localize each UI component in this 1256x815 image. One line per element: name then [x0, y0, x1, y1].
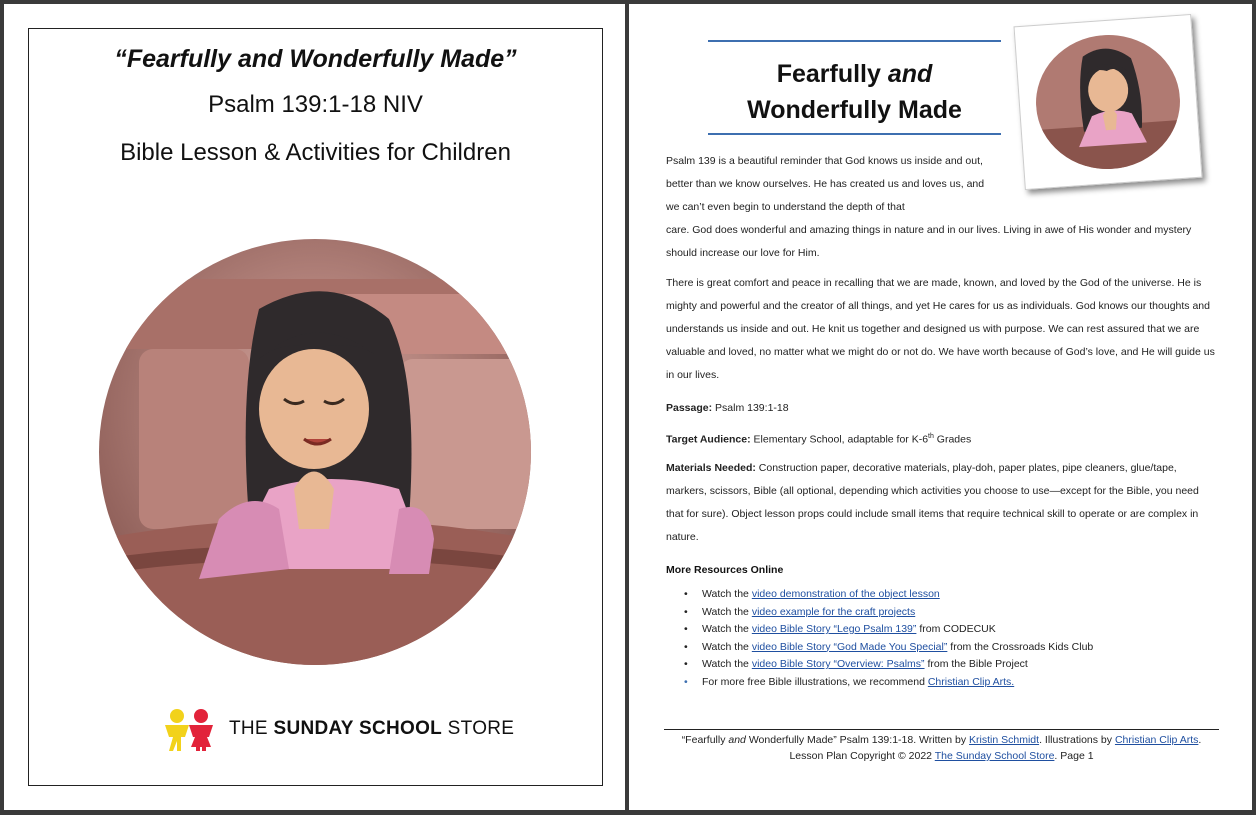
list-item: • Watch the video example for the craft projects — [684, 604, 1093, 622]
passage-field: Passage: Psalm 139:1-18 — [666, 402, 789, 414]
cover-title: “Fearfully and Wonderfully Made” — [114, 45, 517, 73]
title-rule-bottom — [708, 133, 1001, 135]
illustrator-link[interactable]: Christian Clip Arts — [1114, 734, 1199, 746]
resource-link[interactable]: video example for the craft projects — [751, 605, 916, 618]
resource-link[interactable]: video demonstration of the object lesson — [751, 588, 940, 600]
list-item: • Watch the video Bible Story “Overview: Psalms” from the Bible Project — [684, 656, 1093, 674]
cover-page — [4, 4, 625, 810]
lesson-page — [629, 4, 1252, 810]
list-item: • Watch the video Bible Story “Lego Psalm 139” from CODECUK — [684, 621, 1093, 639]
list-item: • Watch the video Bible Story “God Made You Special” from the Crossroads Kids Club — [684, 639, 1093, 657]
resources-heading: More Resources Online — [666, 564, 784, 576]
cover-reference: Psalm 139:1-18 NIV — [208, 91, 423, 118]
logo-text: THE SUNDAY SCHOOL STORE — [229, 718, 515, 739]
intro-paragraph-1a: Psalm 139 is a beautiful reminder that God knows us inside and out, better than we know ourselves. He has created us and loves us, and we can’t even begin to understand the depth of that — [666, 155, 985, 213]
resource-link[interactable]: Christian Clip Arts. — [927, 675, 1015, 688]
materials-field: Materials Needed: Construction paper, decorative materials, play-doh, paper plates, pipe cleaners, glue/tape, markers, scissors, Bible (all optional, depending which activities you choose to use—except for the Bible, you need that for sure). Object lesson props could include small items that require technical skill to operate or are complex in nature. — [666, 462, 1199, 543]
cover-frame — [28, 28, 603, 786]
praying-girl-photo — [1013, 14, 1202, 190]
intro-paragraph-1b: care. God does wonderful and amazing things in nature and in our lives. Living in awe of His wonder and mystery should increase our love for Him. — [666, 224, 1192, 259]
resource-link[interactable]: video Bible Story “Overview: Psalms” — [751, 658, 925, 670]
lesson-title: Fearfully and Wonderfully Made — [747, 60, 962, 124]
author-link[interactable]: Kristin Schmidt — [969, 734, 1040, 746]
audience-field: Target Audience: Elementary School, adaptable for K-6th Grades — [666, 433, 972, 446]
sunday-school-store-logo[interactable] — [159, 707, 514, 751]
resource-link[interactable]: video Bible Story “Lego Psalm 139” — [751, 623, 917, 635]
footer-rule — [664, 729, 1219, 730]
cover-subtitle: Bible Lesson & Activities for Children — [120, 139, 511, 166]
praying-girl-illustration — [99, 239, 531, 665]
page-footer: “Fearfully and Wonderfully Made” Psalm 139:1-18. Written by Kristin Schmidt. Illustrations by Christian Clip Arts. Lesson Plan Copyright © 2022 The Sunday School Store. Page 1 — [681, 734, 1202, 762]
intro-paragraph-2: There is great comfort and peace in recalling that we are made, known, and loved by the God of the universe. He is mighty and powerful and the creator of all things, and yet He cares for us as individuals. God knows our thoughts and understands us inside and out. He knit us together and designed us with purpose. We can rest assured that we are valuable and loved, no matter what we might do or not do. We have worth because of God’s love, and He will guide us in our lives. — [666, 277, 1215, 381]
list-item: • For more free Bible illustrations, we recommend Christian Clip Arts. — [684, 674, 1093, 692]
list-item: • Watch the video demonstration of the object lesson — [684, 586, 1093, 604]
title-rule-top — [708, 40, 1001, 42]
resources-list — [684, 586, 1093, 691]
store-link[interactable]: The Sunday School Store — [934, 750, 1055, 762]
praying-girl-thumbnail — [1032, 30, 1185, 174]
two-kids-icon — [159, 707, 219, 751]
resource-link[interactable]: video Bible Story “God Made You Special” — [751, 640, 948, 653]
